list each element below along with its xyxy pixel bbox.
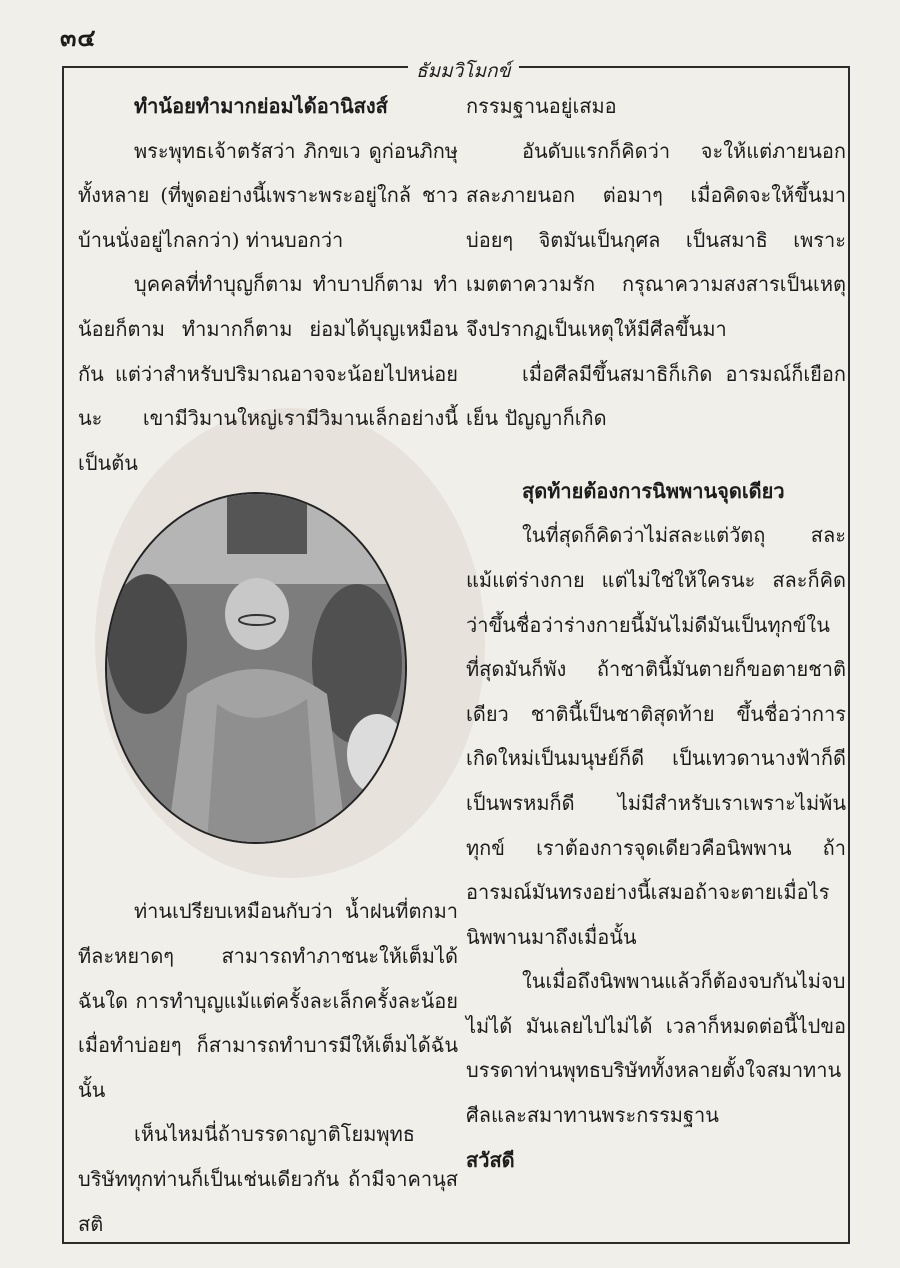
monk-photo-icon — [107, 494, 405, 842]
paragraph: อันดับแรกก็คิดว่า จะให้แต่ภายนอกสละภายนอก ต่อมาๆ เมื่อคิดจะให้ขึ้นมาบ่อยๆ จิตมันเป็นกุศล เป็นสมาธิ เพราะเมตตาความรัก กรุณาความสงสารเป็นเหตุจึงปรากฏเป็นเหตุให้มีศีลขึ้นมา — [466, 138, 846, 341]
page-number: ๓๔ — [60, 23, 97, 52]
paragraph: ในเมื่อถึงนิพพานแล้วก็ต้องจบกันไม่จบไม่ได้ มันเลยไปไม่ได้ เวลาก็หมดต่อนี้ไปขอบรรดาท่านพุทธบริษัททั้งหลายตั้งใจสมาทานศีลและสมาทานพระกรรมฐาน — [466, 969, 846, 1128]
monk-photo — [105, 492, 407, 844]
paragraph: ท่านเปรียบเหมือนกับว่า น้ำฝนที่ตกมาทีละหยาดๆ สามารถทำภาชนะให้เต็มได้ฉันใด การทำบุญแม้แต่ครั้งละเล็กครั้งละน้อย เมื่อทำบ่อยๆ ก็สามารถทำบารมีให้เต็มได้ฉันนั้น — [78, 899, 458, 1102]
right-column — [466, 84, 846, 1182]
section-heading: สุดท้ายต้องการนิพพานจุดเดียว — [522, 478, 785, 503]
running-header: ธัมมวิโมกข์ — [408, 56, 519, 86]
sign-off: สวัสดี — [466, 1147, 515, 1172]
section-heading: ทำน้อยทำมากย่อมได้อานิสงส์ — [134, 94, 388, 118]
paragraph: เมื่อศีลมีขึ้นสมาธิก็เกิด อารมณ์ก็เยือกเย็น ปัญญาก็เกิด — [466, 361, 846, 431]
paragraph: ในที่สุดก็คิดว่าไม่สละแต่วัตถุ สละแม้แต่ร่างกาย แต่ไม่ใช่ให้ใครนะ สละก็คิดว่าขึ้นชื่อว่าร่างกายนี้มันไม่ดีมันเป็นทุกข์ในที่สุดมันก็พัง ถ้าชาตินี้มันตายก็ขอตายชาติเดียว ชาตินี้เป็นชาติสุดท้าย ขึ้นชื่อว่าการเกิดใหม่เป็นมนุษย์ก็ดี เป็นเทวดานางฟ้าก็ดี เป็นพรหมก็ดี ไม่มีสำหรับเราเพราะไม่พ้นทุกข์ เราต้องการจุดเดียวคือนิพพาน ถ้าอารมณ์มันทรงอย่างนี้เสมอถ้าจะตายเมื่อไรนิพพานมาถึงเมื่อนั้น — [466, 523, 846, 949]
paragraph: บุคคลที่ทำบุญก็ตาม ทำบาปก็ตาม ทำน้อยก็ตาม ทำมากก็ตาม ย่อมได้บุญเหมือนกัน แต่ว่าสำหรับปริมาณอาจจะน้อยไปหน่อยนะ เขามีวิมานใหญ่เรามีวิมานเล็กอย่างนี้เป็นต้น — [78, 272, 458, 475]
paragraph: เห็นไหมนี่ถ้าบรรดาญาติโยมพุทธบริษัททุกท่านก็เป็นเช่นเดียวกัน ถ้ามีจาคานุสสติ — [78, 1122, 458, 1236]
paragraph: พระพุทธเจ้าตรัสว่า ภิกขเว ดูก่อนภิกษุทั้งหลาย (ที่พูดอย่างนี้เพราะพระอยู่ใกล้ ชาวบ้านนั่งอยู่ไกลกว่า) ท่านบอกว่า — [78, 138, 458, 252]
paragraph: กรรมฐานอยู่เสมอ — [466, 94, 617, 118]
section-gap — [466, 441, 846, 469]
